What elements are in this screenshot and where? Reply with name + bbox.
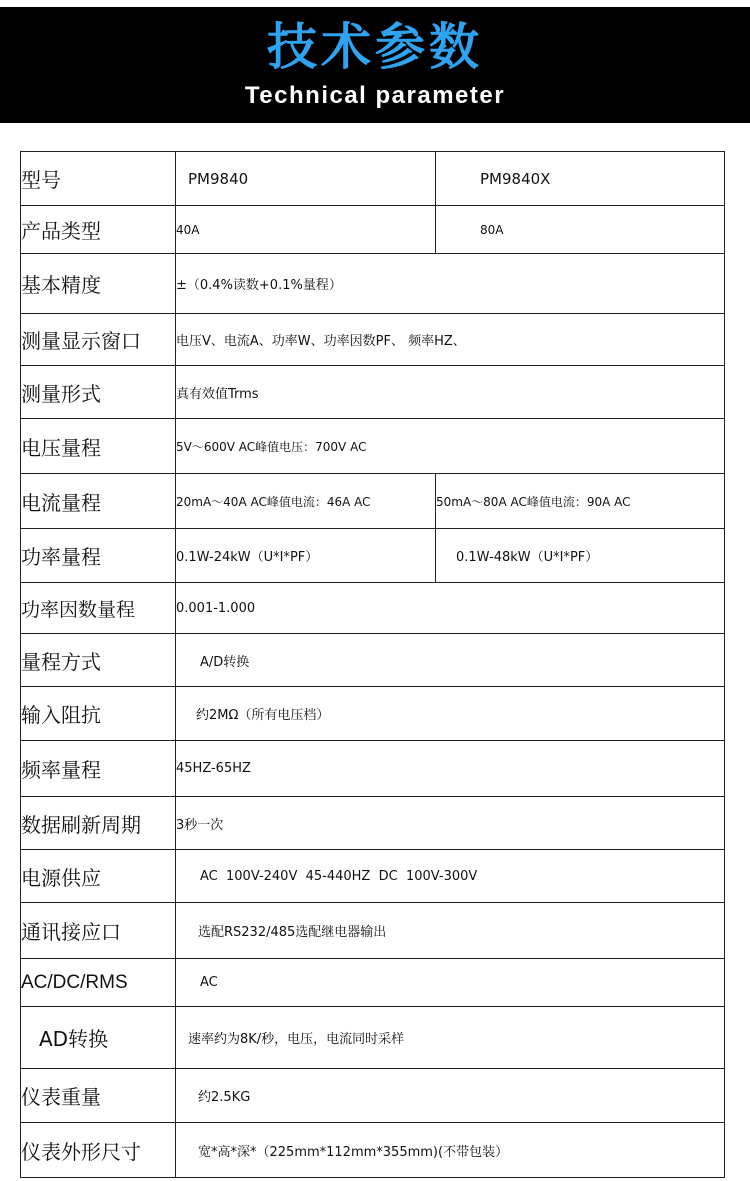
row-label: 频率量程 bbox=[21, 741, 176, 797]
table-row bbox=[21, 314, 725, 366]
table-row bbox=[21, 254, 725, 314]
row-label: 通讯接应口 bbox=[21, 903, 176, 959]
row-label: 电压量程 bbox=[21, 419, 176, 474]
table-row bbox=[21, 959, 725, 1007]
row-value: 45HZ-65HZ bbox=[176, 741, 725, 797]
row-value: 约2.5KG bbox=[176, 1069, 725, 1123]
page-title: 技术参数 bbox=[267, 18, 483, 76]
table-row bbox=[21, 1123, 725, 1178]
row-label: 产品类型 bbox=[21, 206, 176, 254]
row-value: A/D转换 bbox=[176, 634, 725, 687]
row-value: 0.001-1.000 bbox=[176, 583, 725, 634]
row-value: 宽*高*深*（225mm*112mm*355mm)(不带包装） bbox=[176, 1123, 725, 1178]
row-value: 40A bbox=[176, 206, 436, 254]
spec-table bbox=[20, 151, 725, 1178]
row-value: AC 100V-240V 45-440HZ DC 100V-300V bbox=[176, 850, 725, 903]
row-label: 量程方式 bbox=[21, 634, 176, 687]
table-row bbox=[21, 687, 725, 741]
row-label: 测量形式 bbox=[21, 366, 176, 419]
row-value: 约2MΩ（所有电压档） bbox=[176, 687, 725, 741]
row-label: 测量显示窗口 bbox=[21, 314, 176, 366]
row-label: 功率量程 bbox=[21, 529, 176, 583]
row-value: 速率约为8K/秒，电压，电流同时采样 bbox=[176, 1007, 725, 1069]
row-value: AC bbox=[176, 959, 725, 1007]
header-banner bbox=[0, 7, 750, 123]
row-value: PM9840 bbox=[176, 152, 436, 206]
row-value: 电压V、电流A、功率W、功率因数PF、 频率HZ、 bbox=[176, 314, 725, 366]
table-row bbox=[21, 1007, 725, 1069]
row-label: 电流量程 bbox=[21, 474, 176, 529]
table-row bbox=[21, 474, 725, 529]
row-label: 输入阻抗 bbox=[21, 687, 176, 741]
row-label: AD转换 bbox=[21, 1007, 176, 1069]
row-label: 仪表外形尺寸 bbox=[21, 1123, 176, 1178]
row-value: 0.1W-24kW（U*I*PF） bbox=[176, 529, 436, 583]
row-value: 50mA～80A AC峰值电流：90A AC bbox=[436, 474, 725, 529]
row-label: 型号 bbox=[21, 152, 176, 206]
table-row bbox=[21, 152, 725, 206]
table-row bbox=[21, 529, 725, 583]
table-row bbox=[21, 366, 725, 419]
row-label: AC/DC/RMS bbox=[21, 959, 176, 1007]
row-value: 20mA～40A AC峰值电流：46A AC bbox=[176, 474, 436, 529]
row-value: 3秒一次 bbox=[176, 797, 725, 850]
table-row bbox=[21, 634, 725, 687]
row-value: PM9840X bbox=[436, 152, 725, 206]
row-label: 数据刷新周期 bbox=[21, 797, 176, 850]
table-row bbox=[21, 741, 725, 797]
row-label: 仪表重量 bbox=[21, 1069, 176, 1123]
row-value: 0.1W-48kW（U*I*PF） bbox=[436, 529, 725, 583]
row-label: 基本精度 bbox=[21, 254, 176, 314]
page-subtitle: Technical parameter bbox=[244, 82, 506, 109]
row-label: 电源供应 bbox=[21, 850, 176, 903]
table-row bbox=[21, 797, 725, 850]
row-label: 功率因数量程 bbox=[21, 583, 176, 634]
row-value: 选配RS232/485选配继电器输出 bbox=[176, 903, 725, 959]
table-row bbox=[21, 206, 725, 254]
row-value: 5V～600V AC峰值电压：700V AC bbox=[176, 419, 725, 474]
table-row bbox=[21, 583, 725, 634]
row-value: 真有效值Trms bbox=[176, 366, 725, 419]
table-row bbox=[21, 903, 725, 959]
row-value: 80A bbox=[436, 206, 725, 254]
table-row bbox=[21, 1069, 725, 1123]
row-value: ±（0.4%读数+0.1%量程） bbox=[176, 254, 725, 314]
table-row bbox=[21, 850, 725, 903]
table-row bbox=[21, 419, 725, 474]
